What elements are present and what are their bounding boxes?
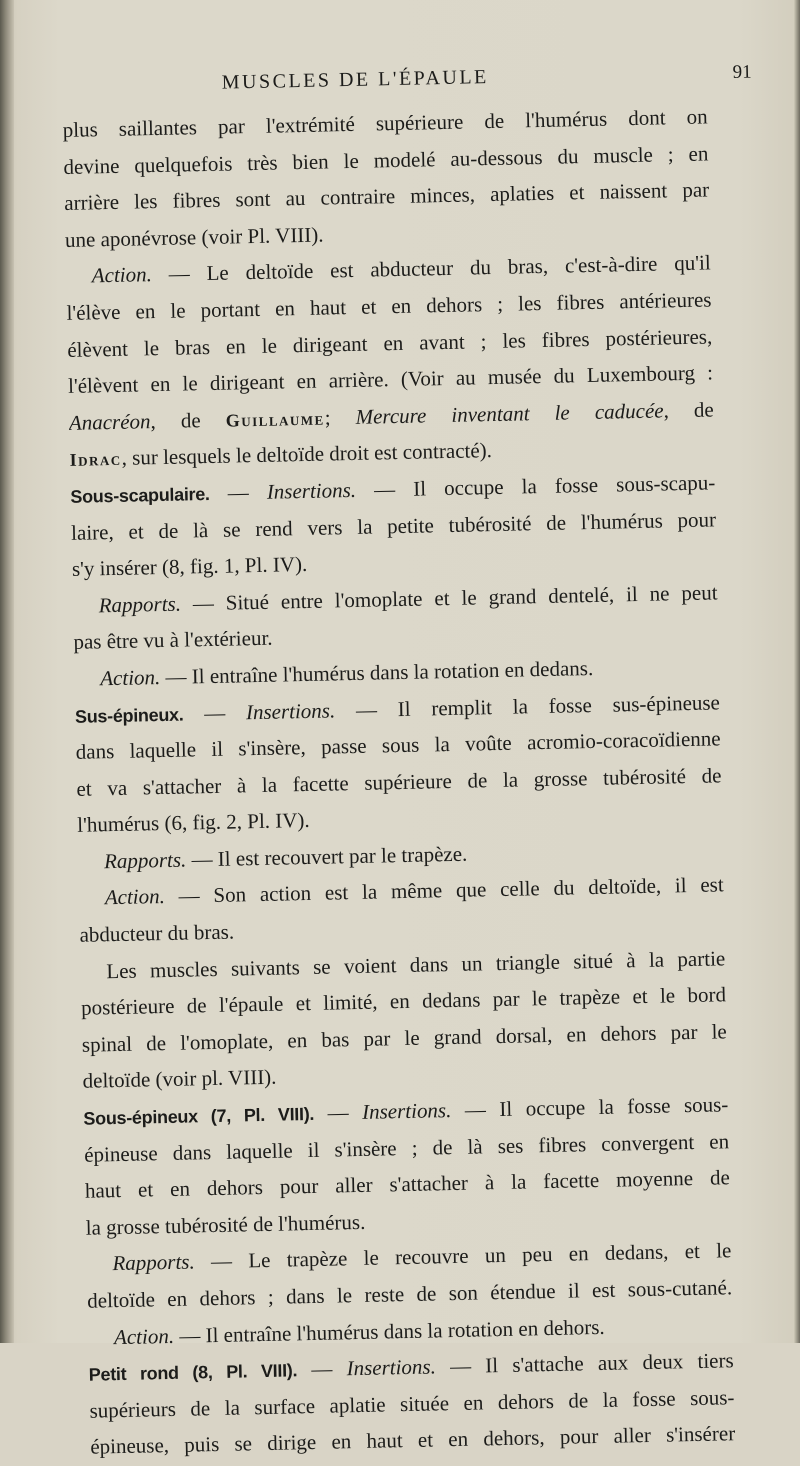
text-run: abducteur du bras. bbox=[79, 919, 235, 947]
text-run: épineuse, puis se dirige en haut et en dehors, pour aller s'insérer bbox=[90, 1421, 736, 1460]
text-run: spinal de l'omoplate, en bas par le grand dorsal, en dehors par le bbox=[81, 1019, 727, 1057]
text-run: — Le trapèze le recouvre un peu en dedans, et le bbox=[194, 1238, 732, 1274]
page-number: 91 bbox=[732, 61, 752, 83]
text-run: s'y insérer (8, fig. 1, Pl. IV). bbox=[71, 552, 308, 581]
text-run: — Situé entre l'omoplate et le grand dentelé, il ne peut bbox=[180, 580, 718, 616]
text-run: une aponévrose (voir Pl. VIII). bbox=[64, 222, 324, 252]
running-header bbox=[222, 61, 752, 95]
body-text bbox=[62, 98, 735, 1465]
text-run: , sur lesquels le deltoïde droit est contracté). bbox=[121, 438, 493, 471]
text-run: l'élève en le portant en haut et en dehors ; les fibres antérieures bbox=[66, 287, 712, 325]
text-run: plus saillantes par l'extrémité supérieure de l'humérus dont on bbox=[62, 104, 708, 142]
text-run: la grosse tubérosité de l'humérus. bbox=[85, 1209, 366, 1240]
text-run: — Il entraîne l'humérus dans la rotation en dehors. bbox=[173, 1314, 605, 1348]
text-run: , de bbox=[663, 397, 714, 423]
italic-text: Mercure inventant le caducée bbox=[355, 398, 664, 429]
muscle-heading: Sous-épineux (7, Pl. VIII). bbox=[83, 1103, 315, 1129]
italic-text: Action. bbox=[91, 262, 153, 288]
text-run: pas être vu à l'extérieur. bbox=[73, 626, 273, 655]
text-run: — Il remplit la fosse sus-épineuse bbox=[334, 689, 721, 722]
text-run: l'humérus (6, fig. 2, Pl. IV). bbox=[77, 808, 310, 838]
text-run: supérieurs de la surface aplatie située en dehors de la fosse sous- bbox=[89, 1384, 735, 1423]
text-run: haut et en dehors pour aller s'attacher à la facette moyenne de bbox=[84, 1165, 731, 1203]
text-run: et va s'attacher à la facette supérieure de la grosse tubérosité de bbox=[76, 763, 722, 801]
text-run: — Il entraîne l'humérus dans la rotation en dedans. bbox=[160, 655, 594, 689]
running-title: MUSCLES DE L'ÉPAULE bbox=[221, 66, 490, 94]
text-run: dans laquelle il s'insère, passe sous la voûte acromio-coracoïdienne bbox=[75, 726, 721, 764]
text-run: — Son action est la même que celle du deltoïde, il est bbox=[164, 872, 724, 909]
text-run: — Il est recouvert par le trapèze. bbox=[186, 841, 468, 872]
italic-text: Rapports. bbox=[112, 1249, 195, 1276]
text-run: élèvent le bras en le dirigeant en avant ; les fibres postérieures, bbox=[67, 323, 713, 362]
page-edge-shadow bbox=[794, 0, 800, 1343]
text-run: deltoïde (voir pl. VIII). bbox=[82, 1065, 277, 1094]
text-run: — Il occupe la fosse sous-scapu- bbox=[355, 470, 716, 502]
text-run: arrière les fibres sont au contraire minces, aplaties et naissent par bbox=[64, 177, 710, 216]
text-run: épineuse dans laquelle il s'insère ; de là ses fibres convergent en bbox=[83, 1128, 730, 1167]
muscle-heading: Sus-épineux. bbox=[74, 704, 184, 727]
page-binding-shadow bbox=[0, 0, 14, 1343]
small-caps-name: Idrac bbox=[69, 449, 122, 471]
italic-text: Rapports. bbox=[98, 591, 182, 618]
italic-text: Action. bbox=[104, 884, 166, 910]
text-run: — bbox=[296, 1356, 347, 1382]
muscle-heading: Petit rond (8, Pl. VIII). bbox=[88, 1360, 298, 1385]
text-run: l'élèvent en le dirigeant en arrière. (Voir au musée du Luxembourg : bbox=[67, 360, 714, 399]
small-caps-name: Guillaume bbox=[225, 408, 325, 431]
italic-text: Action. bbox=[99, 664, 161, 691]
italic-text: Insertions. bbox=[245, 697, 336, 724]
text-run: — Il s'attache aux deux tiers bbox=[435, 1348, 734, 1379]
text-run: , de bbox=[150, 407, 226, 433]
text-run: — bbox=[183, 699, 247, 726]
text-run: — Il occupe la fosse sous- bbox=[451, 1092, 729, 1123]
italic-text: Insertions. bbox=[266, 477, 357, 504]
text-run: devine quelquefois très bien le modelé au-dessous du muscle ; en bbox=[63, 141, 709, 179]
italic-text: Insertions. bbox=[346, 1354, 437, 1381]
muscle-heading: Sous-scapulaire. bbox=[70, 483, 210, 507]
text-run: deltoïde en dehors ; dans le reste de son étendue il est sous-cutané. bbox=[86, 1275, 733, 1313]
italic-text: Rapports. bbox=[103, 847, 187, 874]
text-run: postérieure de l'épaule et limité, en dedans par le trapèze et le bord bbox=[80, 982, 727, 1021]
italic-text: Insertions. bbox=[361, 1098, 452, 1124]
text-run: Les muscles suivants se voient dans un triangle situé à la partie bbox=[106, 945, 726, 983]
text-run: — Le deltoïde est abducteur du bras, c'est-à-dire qu'il bbox=[151, 250, 711, 287]
italic-text: Action. bbox=[113, 1323, 175, 1349]
text-run: laire, et de là se rend vers la petite tubérosité de l'humérus pour bbox=[70, 506, 717, 545]
italic-text: Anacréon bbox=[68, 408, 151, 435]
text-run: ; bbox=[324, 404, 356, 430]
text-run: — bbox=[209, 479, 268, 505]
text-run: — bbox=[313, 1099, 363, 1125]
